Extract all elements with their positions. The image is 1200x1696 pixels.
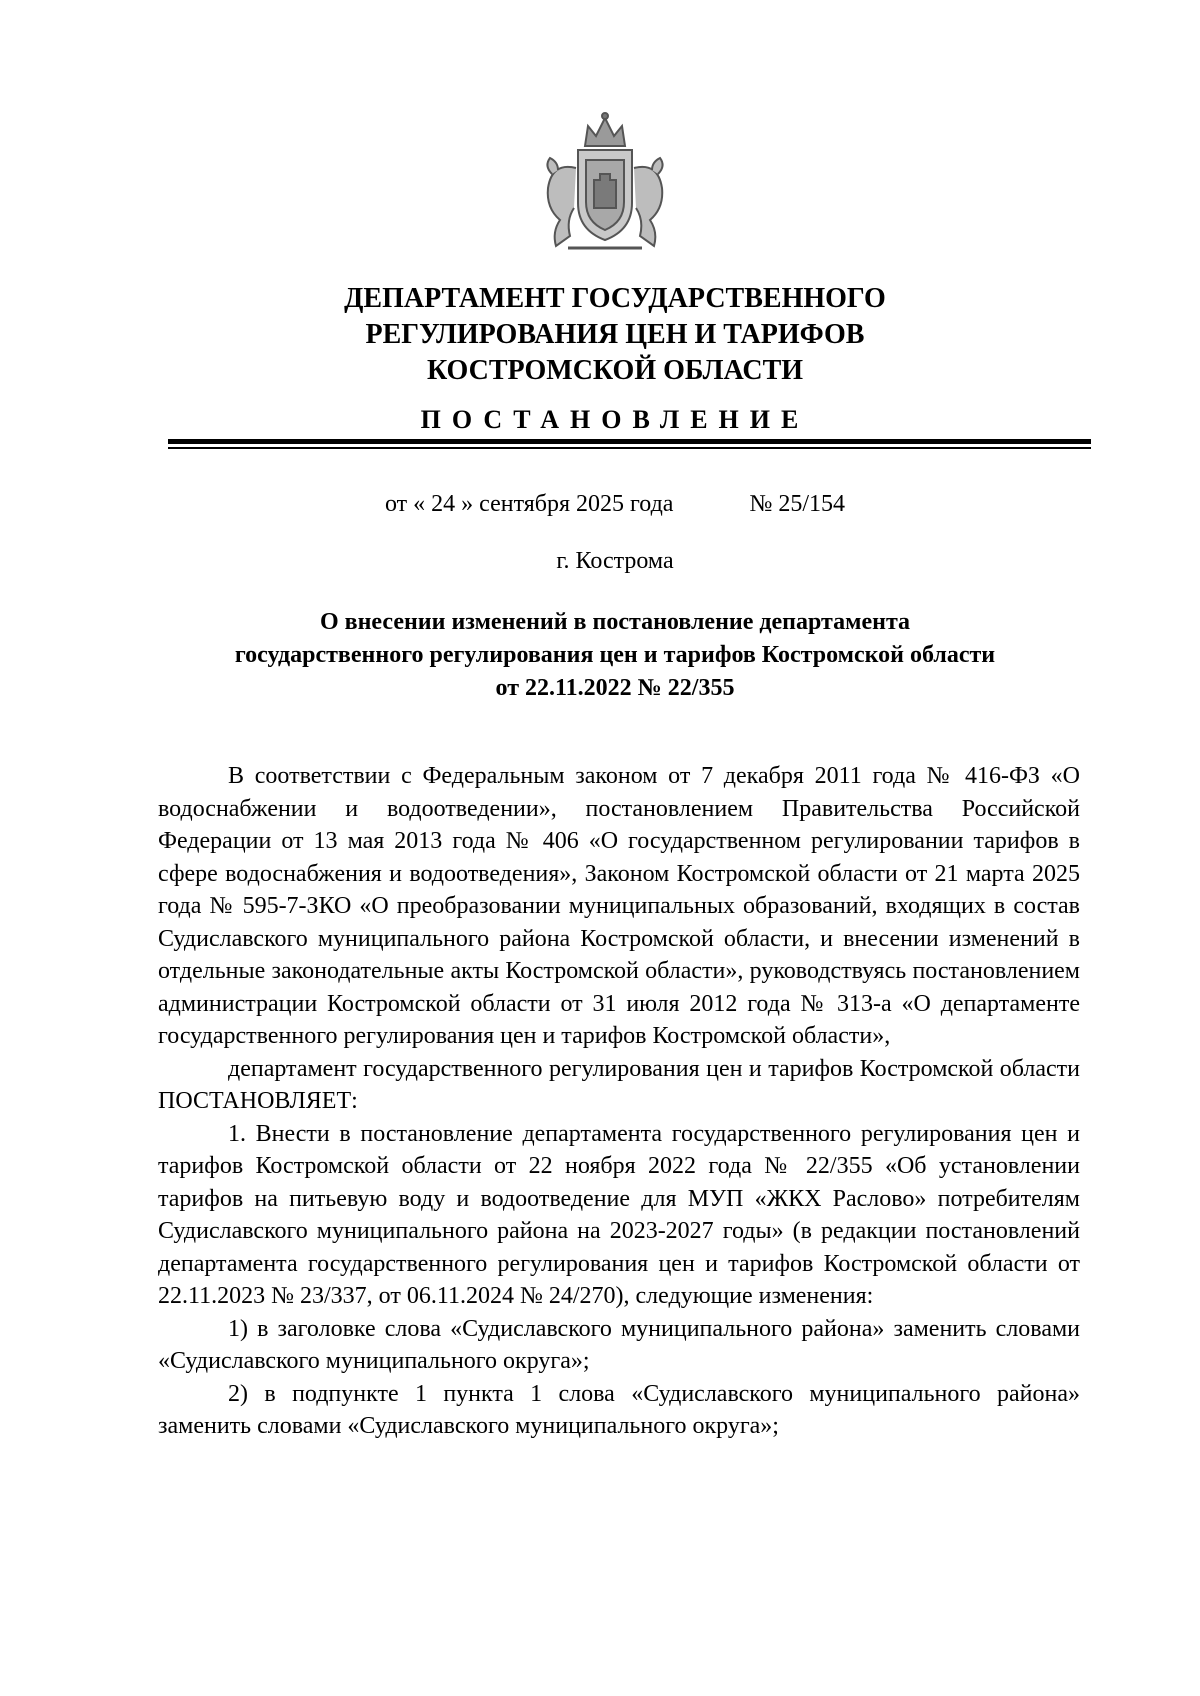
document-body [158,760,1080,1443]
document-type-heading: ПОСТАНОВЛЕНИЕ [420,405,810,434]
title-line: от 22.11.2022 № 22/355 [495,675,735,701]
body-paragraph: департамент государственного регулирования цен и тарифов Костромской области ПОСТАНОВЛЯЕТ: [158,1055,1080,1114]
coat-of-arms-emblem [530,108,680,258]
title-line: О внесении изменений в постановление департамента [319,609,911,635]
department-name [150,281,1080,389]
document-date: от « 24 » сентября 2025 года [384,491,674,517]
department-line: КОСТРОМСКОЙ ОБЛАСТИ [426,355,804,386]
body-paragraph: В соответствии с Федеральным законом от 7 декабря 2011 года № 416-ФЗ «О водоснабжении и водоотведении», постановлением Правительства Российской Федерации от 13 мая 2013 года № 406 «О государственном регулировании тарифов в сфере водоснабжения и водоотведения», Законом Костромской области от 21 марта 2025 года № 595-7-ЗКО «О преобразовании муниципальных образований, входящих в состав Судиславского муниципального района Костромской области, и внесении изменений в отдельные законодательные акты Костромской области», руководствуясь постановлением администрации Костромской области от 31 июля 2012 года № 313-а «О департаменте государственного регулирования цен и тарифов Костромской области», [158,763,1080,1049]
title-line: государственного регулирования цен и тарифов Костромской области [234,642,996,668]
header-divider-thick [168,439,1091,444]
date-number-line [150,489,1080,519]
document-city: г. Кострома [556,548,674,574]
header-divider-thin [168,447,1091,449]
document-number: № 25/154 [749,491,846,517]
body-paragraph: 2) в подпункте 1 пункта 1 слова «Судиславского муниципального района» заменить словами «Судиславского муниципального округа»; [158,1380,1080,1439]
document-title [150,606,1080,705]
department-line: ДЕПАРТАМЕНТ ГОСУДАРСТВЕННОГО [344,283,886,314]
body-paragraph: 1) в заголовке слова «Судиславского муниципального района» заменить словами «Судиславского муниципального округа»; [158,1315,1080,1374]
department-line: РЕГУЛИРОВАНИЯ ЦЕН И ТАРИФОВ [365,319,865,350]
body-paragraph: 1. Внести в постановление департамента государственного регулирования цен и тарифов Костромской области от 22 ноября 2022 года № 22/355 «Об установлении тарифов на питьевую воду и водоотведение для МУП «ЖКХ Раслово» потребителям Судиславского муниципального района на 2023-2027 годы» (в редакции постановлений департамента государственного регулирования цен и тарифов Костромской области от 22.11.2023 № 23/337, от 06.11.2024 № 24/270), следующие изменения: [158,1120,1080,1309]
